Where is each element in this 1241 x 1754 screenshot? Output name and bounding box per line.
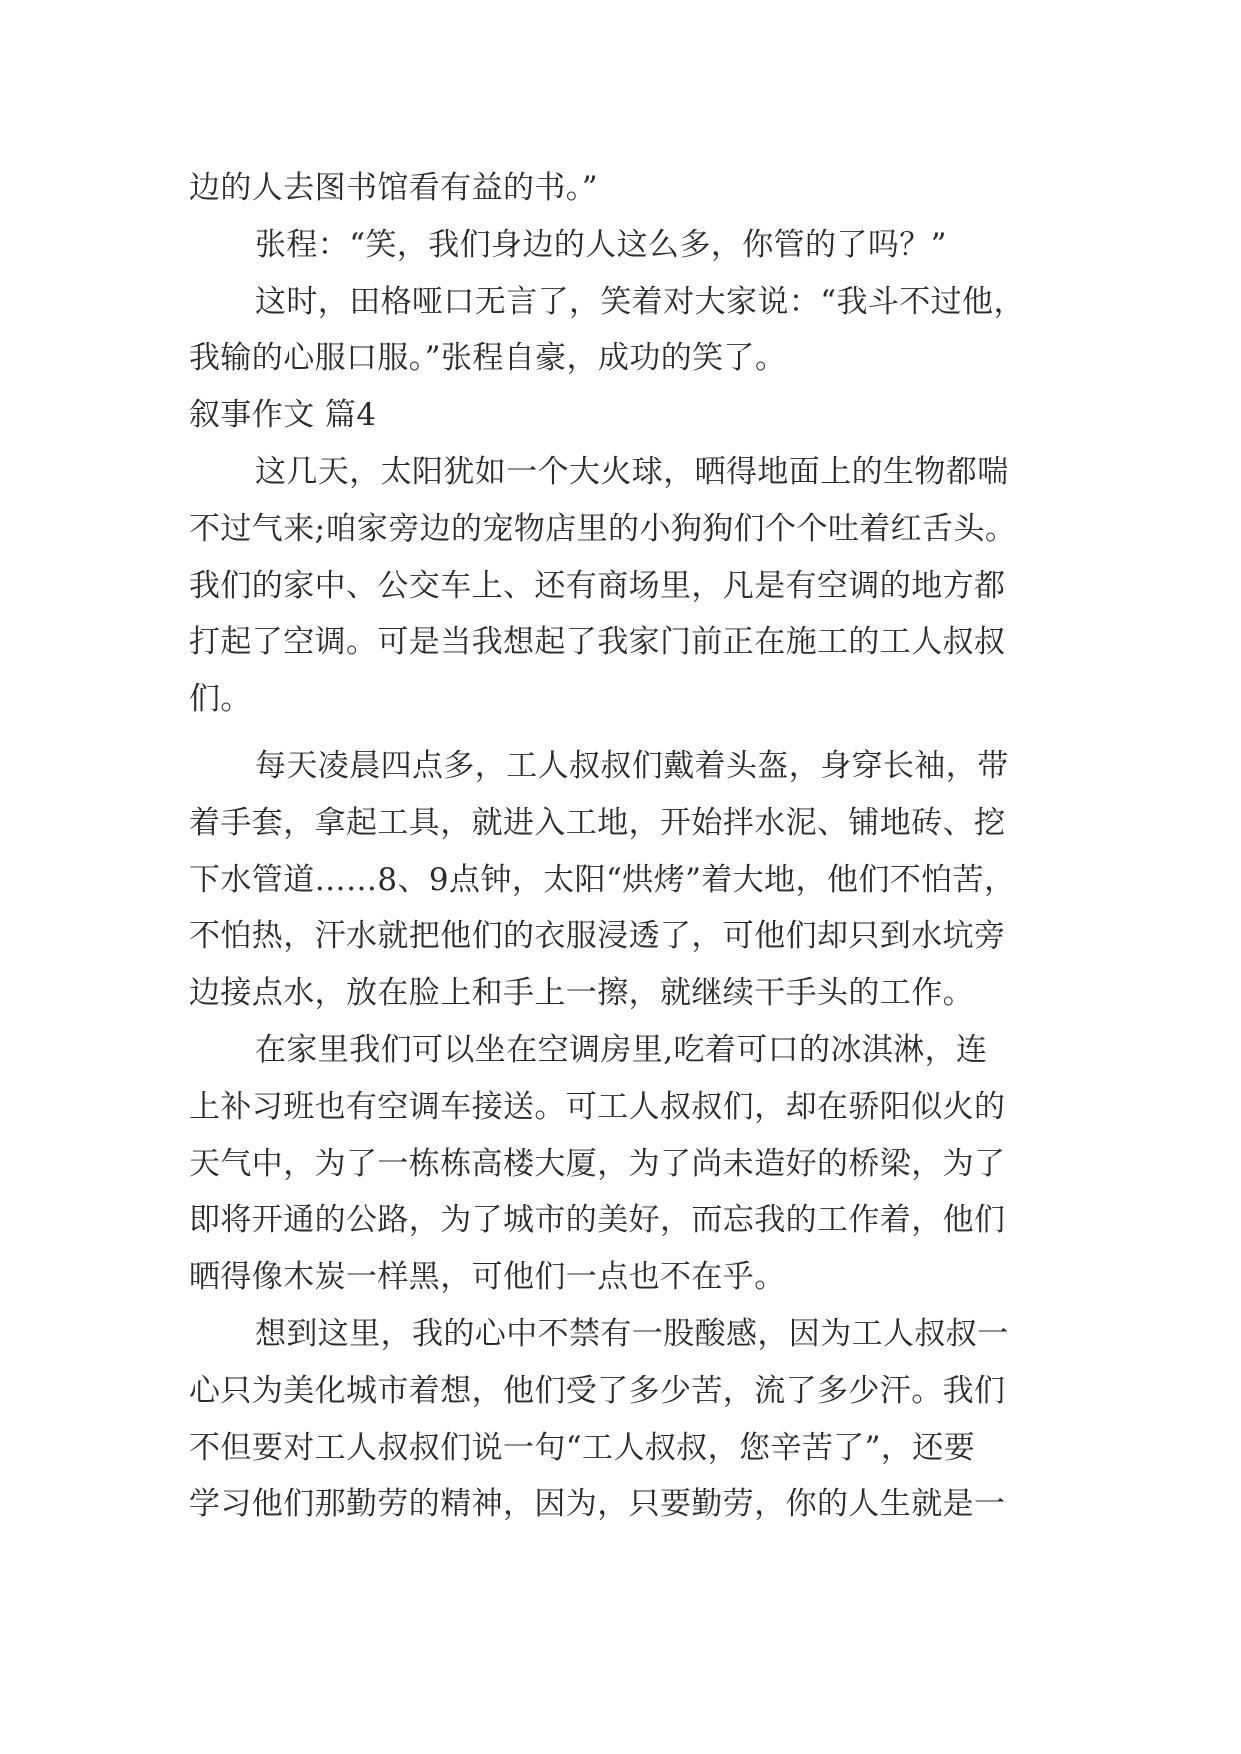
text-line: 这几天，太阳犹如一个大火球，晒得地面上的生物都喘 (255, 453, 1009, 490)
text-line: 不怕热，汗水就把他们的衣服浸透了，可他们却只到水坑旁 (189, 918, 1006, 955)
paragraph-workers-morning (189, 738, 1055, 1022)
text-line: 这时，田格哑口无言了，笑着对大家说：“我斗不过他， (255, 283, 1025, 320)
text-line: 晒得像木炭一样黑，可他们一点也不在乎。 (189, 1259, 786, 1296)
text-line: 每天凌晨四点多，工人叔叔们戴着头盔，身穿长袖，带 (255, 747, 1009, 784)
text-line: 不过气来;咱家旁边的宠物店里的小狗狗们个个吐着红舌头。 (189, 510, 1017, 547)
text-line: 下水管道……8、9点钟，太阳“烘烤”着大地，他们不怕苦， (189, 861, 1016, 898)
text-line: 不但要对工人叔叔们说一句“工人叔叔，您辛苦了”，还要 (189, 1429, 976, 1466)
paragraph-hot-weather (189, 444, 1055, 728)
paragraph-contrast-home (189, 1022, 1055, 1306)
paragraph-tiange-reply (189, 274, 1055, 388)
text-line: 我输的心服口服。”张程自豪，成功的笑了。 (189, 340, 787, 377)
paragraph-reflection (189, 1306, 1055, 1533)
paragraph-continuation (189, 160, 1055, 217)
paragraph-dialogue-zhangcheng (189, 217, 1055, 274)
section-heading (189, 387, 1055, 444)
text-line: 学习他们那勤劳的精神，因为，只要勤劳，你的人生就是一 (189, 1486, 1006, 1523)
text-line: 即将开通的公路，为了城市的美好，而忘我的工作着，他们 (189, 1202, 1006, 1239)
text-line: 边接点水，放在脸上和手上一擦，就继续干手头的工作。 (189, 975, 974, 1012)
text-line: 我们的家中、公交车上、还有商场里，凡是有空调的地方都 (189, 567, 1006, 604)
text-line: 想到这里，我的心中不禁有一股酸感，因为工人叔叔一 (255, 1315, 1009, 1352)
text-line: 着手套，拿起工具，就进入工地，开始拌水泥、铺地砖、挖 (189, 804, 1006, 841)
section-heading-text: 叙事作文 篇4 (189, 397, 377, 434)
text-line: 在家里我们可以坐在空调房里,吃着可口的冰淇淋，连 (255, 1031, 988, 1068)
text-line: 边的人去图书馆看有益的书。” (189, 170, 598, 206)
text-line: 张程：“笑，我们身边的人这么多，你管的了吗？” (255, 226, 947, 263)
document-body (189, 160, 1055, 1533)
text-line: 天气中，为了一栋栋高楼大厦，为了尚未造好的桥梁，为了 (189, 1145, 1006, 1182)
text-line: 们。 (189, 681, 252, 718)
text-line: 打起了空调。可是当我想起了我家门前正在施工的工人叔叔 (189, 624, 1006, 661)
text-line: 上补习班也有空调车接送。可工人叔叔们，却在骄阳似火的 (189, 1088, 1006, 1125)
text-line: 心只为美化城市着想，他们受了多少苦，流了多少汗。我们 (189, 1372, 1006, 1409)
